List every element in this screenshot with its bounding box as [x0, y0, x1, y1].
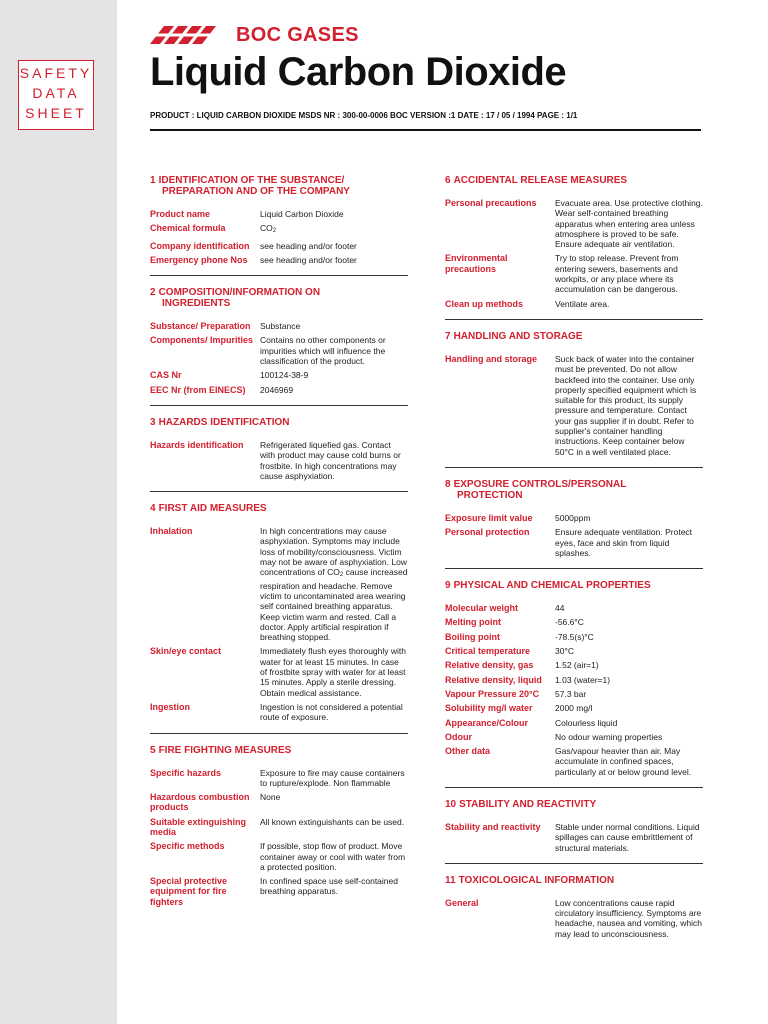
field-value-text: 100124-38-9 — [260, 370, 309, 381]
field-value — [555, 198, 703, 249]
field-row — [445, 703, 703, 713]
section-heading — [445, 875, 703, 886]
field-value — [260, 255, 408, 265]
field-label: Exposure limit value — [445, 512, 533, 523]
section-s10 — [445, 799, 703, 864]
field-label: CAS Nr — [150, 370, 182, 381]
field-row — [445, 253, 703, 294]
field-row — [445, 632, 703, 642]
section-heading — [150, 503, 408, 514]
field-label: Environmental precautions — [445, 253, 508, 274]
field-label: Odour — [445, 731, 472, 742]
field-row — [445, 617, 703, 627]
field-value — [260, 241, 408, 251]
field-row — [445, 675, 703, 685]
field-label: Boiling point — [445, 631, 500, 642]
section-divider — [445, 863, 703, 864]
field-row — [445, 513, 703, 523]
section-number: 6 — [445, 175, 451, 186]
section-title: PHYSICAL AND CHEMICAL PROPERTIES — [453, 580, 651, 592]
field-row — [445, 746, 703, 777]
field-row — [445, 898, 703, 939]
field-value — [260, 321, 408, 331]
field-row — [150, 209, 408, 219]
field-row — [445, 354, 703, 457]
field-value — [260, 702, 408, 723]
field-row — [445, 822, 703, 853]
field-row — [150, 526, 408, 642]
field-row — [150, 876, 408, 907]
field-row — [445, 198, 703, 249]
field-label: Critical temperature — [445, 646, 531, 657]
field-value — [260, 209, 408, 219]
field-row — [150, 241, 408, 251]
field-value-text: -78.5(s)°C — [555, 631, 594, 642]
section-number: 3 — [150, 416, 156, 428]
section-heading — [445, 331, 703, 342]
brand-name: BOC GASES — [236, 23, 359, 46]
field-value-text: Suck back of water into the container must be prevented. Do not allow backfeed into the container. Use only properly specified equipment which is suitable for this product, its supply pressure and temperature. Contact your gas supplier if in doubt. Refer to supplier's container handling instructions. Keep container below 50°C in a well ventilated place. — [555, 353, 697, 457]
field-value — [555, 299, 703, 309]
section-title: FIRE FIGHTING MEASURES — [158, 744, 292, 756]
field-row — [150, 646, 408, 697]
field-label: Product name — [150, 209, 211, 219]
left-column — [150, 175, 408, 911]
field-value — [555, 718, 703, 728]
section-s6 — [445, 175, 703, 320]
field-value-text: Substance — [260, 321, 301, 332]
field-value-text: Stable under normal conditions. Liquid spillages can cause embrittlement of structural materials. — [555, 821, 700, 853]
section-s1 — [150, 175, 408, 276]
section-divider — [150, 733, 408, 734]
section-divider — [150, 491, 408, 492]
field-value — [260, 841, 408, 872]
field-row — [445, 660, 703, 670]
field-value — [555, 898, 703, 939]
section-heading — [150, 745, 408, 756]
section-heading — [150, 175, 408, 197]
field-row — [150, 335, 408, 366]
section-title: FIRST AID MEASURES — [158, 503, 267, 515]
field-value-text: Contains no other components or impurities which will influence the classification of the product. — [260, 335, 386, 367]
field-value-text: Refrigerated liquefied gas. Contact with product may cause cold burns or frostbite. In high concentrations may cause asphyxiation. — [260, 439, 401, 481]
section-number: 9 — [445, 580, 451, 592]
field-row — [150, 370, 408, 380]
field-label: Ingestion — [150, 701, 190, 712]
field-row — [445, 718, 703, 728]
field-value — [555, 703, 703, 713]
field-value — [555, 354, 703, 457]
section-s5 — [150, 745, 408, 908]
field-label: Substance/ Preparation — [150, 321, 251, 332]
field-value-text: No odour warning properties — [555, 731, 663, 742]
right-column — [445, 175, 703, 943]
field-value-text: 44 — [555, 603, 565, 614]
field-label: Personal protection — [445, 527, 530, 538]
field-value — [555, 689, 703, 699]
field-row — [150, 817, 408, 838]
field-value-text: All known extinguishants can be used. — [260, 816, 405, 827]
subscript: 2 — [272, 228, 277, 235]
section-title: HANDLING AND STORAGE — [453, 330, 583, 342]
field-value — [260, 335, 408, 366]
field-label: Specific hazards — [150, 767, 222, 778]
field-label: Personal precautions — [445, 198, 537, 208]
field-label: Relative density, liquid — [445, 674, 542, 685]
brand-logo — [150, 22, 359, 48]
field-value — [555, 513, 703, 523]
field-label: Melting point — [445, 617, 501, 628]
field-value-text: In high concentrations may cause asphyxiation. Symptoms may include loss of mobility/consciousness. Victim may not be aware of asphyxiation. Low concentrations of CO — [260, 526, 407, 578]
field-label: Appearance/Colour — [445, 717, 529, 728]
section-s8 — [445, 479, 703, 569]
field-row — [150, 223, 408, 236]
field-value-text: Evacuate area. Use protective clothing. Wear self-contained breathing apparatus when entering area unless atmosphere is proved to be safe. Ensure adequate air ventilation. — [555, 198, 703, 250]
field-value-text: Ventilate area. — [555, 298, 610, 309]
field-row — [150, 702, 408, 723]
field-row — [445, 732, 703, 742]
field-value — [260, 646, 408, 697]
field-value — [260, 385, 408, 395]
field-row — [445, 603, 703, 613]
sds-box-line-3: SHEET — [25, 105, 87, 121]
field-value — [555, 646, 703, 656]
field-row — [150, 768, 408, 789]
section-s11 — [445, 875, 703, 939]
section-s4 — [150, 503, 408, 733]
field-value — [555, 632, 703, 642]
field-value — [260, 768, 408, 789]
safety-data-sheet-box — [18, 60, 94, 130]
field-label: Vapour Pressure 20°C — [445, 688, 540, 699]
field-value-text: 1.52 (air=1) — [555, 660, 599, 671]
field-value-text: Ingestion is not considered a potential route of exposure. — [260, 701, 403, 723]
field-value — [555, 253, 703, 294]
sidebar — [0, 0, 117, 1024]
field-label: Special protective equipment for fire fighters — [150, 876, 228, 907]
section-number: 11 — [445, 874, 456, 886]
field-value-text: If possible, stop flow of product. Move container away or cool with water from a protected position. — [260, 841, 406, 872]
field-value-text: Exposure to fire may cause containers to rupture/explode. Non flammable — [260, 767, 405, 788]
field-row — [445, 646, 703, 656]
field-label: Chemical formula — [150, 223, 226, 234]
field-value — [555, 822, 703, 853]
section-divider — [445, 787, 703, 788]
field-value-text: Ensure adequate ventilation. Protect eyes, face and skin from liquid splashes. — [555, 527, 693, 558]
field-value-text: 30°C — [555, 646, 574, 657]
section-s7 — [445, 331, 703, 468]
section-divider — [445, 568, 703, 569]
field-label: Handling and storage — [445, 353, 538, 364]
field-value — [260, 370, 408, 380]
section-heading — [445, 175, 703, 186]
field-label: Hazardous combustion products — [150, 792, 250, 813]
document-meta: PRODUCT : LIQUID CARBON DIOXIDE MSDS NR : 300-00-0006 BOC VERSION :1 DATE : 17 / 05 / 1994 PAGE : 1/1 — [150, 111, 578, 120]
field-value-text: Immediately flush eyes thoroughly with water for at least 15 minutes. In case of frostbite spray with water for at least 15 minutes. Apply a sterile dressing. Obtain medical assistance. — [260, 646, 406, 698]
section-divider — [150, 275, 408, 276]
section-title-continued: PREPARATION AND OF THE COMPANY — [162, 186, 350, 197]
field-value — [555, 675, 703, 685]
section-title-continued: PROTECTION — [457, 489, 523, 501]
field-value-text: see heading and/or footer — [260, 254, 357, 265]
section-s9 — [445, 580, 703, 788]
field-row — [150, 321, 408, 331]
field-row — [445, 689, 703, 699]
section-title: TOXICOLOGICAL INFORMATION — [458, 874, 615, 886]
field-value-text: None — [260, 792, 281, 803]
field-value — [555, 732, 703, 742]
field-value-text: Colourless liquid — [555, 717, 618, 728]
section-divider — [445, 319, 703, 320]
section-number: 8 — [445, 478, 451, 490]
section-title: HAZARDS IDENTIFICATION — [158, 416, 290, 428]
field-value-text: Try to stop release. Prevent from entering sewers, basements and workpits, or any place where its accumulation can be dangerous. — [555, 253, 679, 295]
field-value — [555, 660, 703, 670]
section-title: EXPOSURE CONTROLS/PERSONAL — [453, 478, 627, 490]
field-label: Components/ Impurities — [150, 335, 254, 346]
field-value-text: Gas/vapour heavier than air. May accumulate in confined spaces, particularly at or below ground level. — [555, 746, 692, 777]
section-s2 — [150, 287, 408, 406]
field-row — [150, 841, 408, 872]
field-value — [555, 617, 703, 627]
field-value-text: Low concentrations cause rapid circulatory insufficiency. Symptoms are headache, nausea and vomiting, which may lead to unconsciousness. — [555, 897, 702, 939]
field-label: Molecular weight — [445, 603, 519, 614]
field-label: Emergency phone Nos — [150, 254, 248, 265]
field-value-text: 5000ppm — [555, 512, 591, 523]
field-label: Clean up methods — [445, 298, 524, 309]
field-value — [260, 876, 408, 907]
section-number: 7 — [445, 330, 451, 342]
field-label: General — [445, 897, 479, 908]
section-heading — [445, 479, 703, 501]
section-title: IDENTIFICATION OF THE SUBSTANCE/ — [158, 175, 345, 186]
boc-stripes-icon — [150, 26, 230, 44]
field-value-text: 2000 mg/l — [555, 703, 593, 714]
field-row — [445, 299, 703, 309]
section-number: 5 — [150, 744, 156, 756]
field-label: Inhalation — [150, 526, 193, 537]
section-divider — [150, 405, 408, 406]
field-value — [555, 603, 703, 613]
field-label: Stability and reactivity — [445, 821, 541, 832]
field-row — [150, 255, 408, 265]
field-label: Solubility mg/l water — [445, 703, 533, 714]
field-value — [260, 792, 408, 813]
section-title: ACCIDENTAL RELEASE MEASURES — [453, 175, 628, 186]
section-heading — [150, 417, 408, 428]
title-divider — [150, 129, 701, 131]
sds-box-line-2: DATA — [32, 85, 80, 101]
section-title: COMPOSITION/INFORMATION ON — [158, 287, 321, 299]
field-label: Relative density, gas — [445, 660, 534, 671]
section-s3 — [150, 417, 408, 492]
field-label: EEC Nr (from EINECS) — [150, 384, 246, 395]
section-title-continued: INGREDIENTS — [162, 298, 231, 310]
field-label: Hazards identification — [150, 439, 244, 450]
field-value-text: 2046969 — [260, 384, 294, 395]
section-number: 2 — [150, 287, 156, 299]
section-number: 10 — [445, 798, 457, 810]
field-value-text: 57.3 bar — [555, 688, 587, 699]
field-label: Skin/eye contact — [150, 646, 222, 657]
section-title: STABILITY AND REACTIVITY — [459, 798, 597, 810]
field-value — [555, 527, 703, 558]
field-value-text: 1.03 (water=1) — [555, 674, 611, 685]
field-value-text: CO — [260, 223, 273, 234]
field-value — [260, 526, 408, 642]
field-value-text: In confined space use self-contained breathing apparatus. — [260, 876, 398, 897]
field-value-text: Liquid Carbon Dioxide — [260, 209, 344, 219]
field-label: Specific methods — [150, 841, 225, 852]
section-heading — [150, 287, 408, 309]
field-value — [260, 223, 408, 236]
field-value — [260, 440, 408, 481]
field-label: Suitable extinguishing media — [150, 816, 247, 837]
section-number: 1 — [150, 175, 156, 186]
field-value-text: -56.6°C — [555, 617, 584, 628]
section-divider — [445, 467, 703, 468]
field-value-text: see heading and/or footer — [260, 240, 357, 251]
field-row — [150, 385, 408, 395]
field-value — [260, 817, 408, 838]
section-number: 4 — [150, 503, 156, 515]
sds-box-line-1: SAFETY — [19, 65, 93, 81]
field-value-continued: cause increased respiration and headache. Remove victim to uncontaminated area wearing self contained breathing apparatus. Keep victim warm and rested. Call a doctor. Apply artificial respiration if breathing stopped. — [260, 567, 408, 643]
field-row — [150, 792, 408, 813]
field-row — [150, 440, 408, 481]
section-heading — [445, 799, 703, 810]
subscript: 2 — [339, 572, 344, 579]
page-title: Liquid Carbon Dioxide — [150, 50, 567, 94]
field-label: Other data — [445, 746, 491, 757]
field-label: Company identification — [150, 240, 250, 251]
section-heading — [445, 580, 703, 591]
field-row — [445, 527, 703, 558]
field-value — [555, 746, 703, 777]
